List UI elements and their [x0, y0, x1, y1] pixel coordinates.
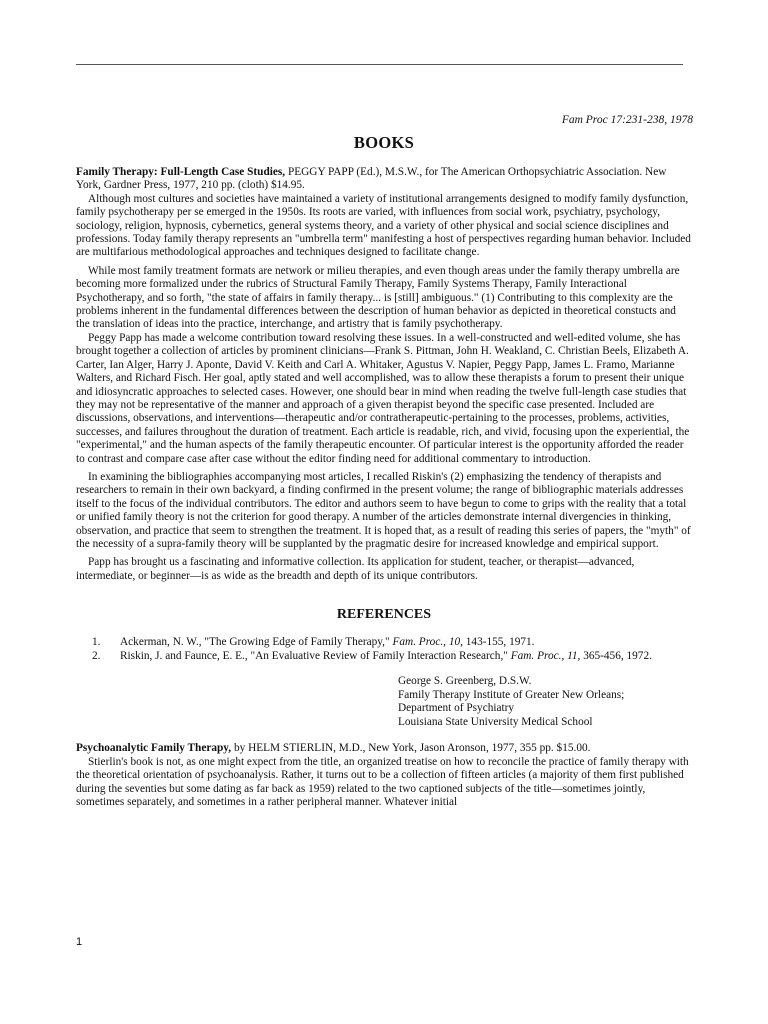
review-1-paragraph-3: Peggy Papp has made a welcome contribution toward resolving these issues. In a well-constructed and well-edited volume, she has brought together a collection of articles by prominent clinicians—Frank S. Pittman, John H. Weakland, C. Christian Beels, Elizabeth A. Carter, Ian Alger, Harry J. Aponte, David V. Keith and Carl A. Whitaker, Agustus V. Napier, Peggy Papp, James L. Framo, Marianne Walters, and Richard Fisch. Her goal, aptly stated and well accomplished, was to allow these therapists a forum to present their unique and idiosyncratic approaches to selected cases. However, one should bear in mind when reading the twelve full-length case studies that they may not be representative of the manner and approach of a given therapist beyond the specific case presented. Included are discussions, observations, and interventions—therapeutic and/or contratherapeutic-pertaining to the processes, problems, activities, successes, and failures throughout the duration of treatment. Each article is readable, rich, and vivid, focusing upon the experiential, the "experimental," and the human aspects of the family therapeutic encounter. Of particular interest is the opportunity afforded the reader to contrast and compare case after case without the editor finding need for additional commentary to introduction. — [76, 331, 690, 465]
review-1-paragraph-2: While most family treatment formats are network or milieu therapies, and even though areas under the family therapy umbrella are becoming more formalized under the rubrics of Structural Family Therapy, Family Systems Therapy, Family Interactional Psychotherapy, and so forth, "the state of affairs in family therapy... is [still] ambiguous." (1) Contributing to this complexity are the problems inherent in the fundamental differences between the description of human behavior as depicted in theoretical constucts and the translation of ideas into the practice, interchange, and artistry that is family psychotherapy. — [76, 264, 680, 331]
reference-text: Riskin, J. and Faunce, E. E., "An Evaluative Review of Family Interaction Research," — [120, 649, 511, 662]
references-list — [76, 636, 692, 663]
reference-item — [76, 650, 692, 663]
review-2-byline: by HELM STIERLIN, M.D., New York, Jason Aronson, 1977, 355 pp. $15.00. — [231, 742, 591, 755]
references-title: REFERENCES — [336, 607, 432, 623]
page-number: 1 — [76, 936, 83, 948]
review-2-book-title: Psychoanalytic Family Therapy, — [76, 742, 232, 755]
reference-number: 2. — [92, 649, 101, 662]
review-1-byline: PEGGY PAPP (Ed.), M.S.W., for The American Orthopsychiatric Association. New York, Gardner Press, 1977, 210 pp. (cloth) $14.95. — [76, 166, 667, 192]
reference-journal: Fam. Proc., 11, — [510, 649, 581, 662]
review-1-paragraph-1: Although most cultures and societies have maintained a variety of institutional arrangements designed to modify family dysfunction, family psychotherapy per se emerged in the 1950s. Its roots are varied, with influences from social work, psychiatry, psychology, sociology, religion, hypnosis, cybernetics, general systems theory, and a variety of other physical and social science disciplines and professions. Today family therapy represents an "umbrella term" manifesting a host of perspectives regarding human behavior. Included are multifarious methodological approaches and techniques designed to facilitate change. — [76, 192, 691, 259]
review-1-paragraph-5: Papp has brought us a fascinating and informative collection. Its application for student, teacher, or therapist—advanced, intermediate, or beginner—is as wide as the breadth and depth of its unique contributors. — [76, 556, 635, 582]
review-1-paragraph-4: In examining the bibliographies accompanying most articles, I recalled Riskin's (2) emphasizing the tendency of therapists and researchers to remain in their own backyard, a finding confirmed in the present volume; the range of bibliographic materials addresses itself to the focus of the individual contributors. The editor and authors seem to have begun to come to grips with the reality that a total or unified family theory is not the criterion for good therapy. A number of the articles demonstrate internal divergencies in thinking, observation, and practice that seem to strengthen the treatment. It is hoped that, as a result of reading this series of papers, the "myth" of the necessity of a supra-family theory will be supplanted by the pragmatic desire for increased knowledge and empirical support. — [76, 470, 691, 550]
page-body — [76, 133, 692, 809]
reviewer-school: Louisiana State University Medical School — [398, 715, 593, 728]
reviewer-affiliation: Family Therapy Institute of Greater New Orleans; — [398, 688, 625, 701]
reviewer-name: George S. Greenberg, D.S.W. — [398, 675, 532, 687]
section-title-books: BOOKS — [353, 133, 415, 152]
reference-item — [76, 636, 692, 649]
journal-citation: Fam Proc 17:231-238, 1978 — [561, 114, 693, 126]
reference-journal: Fam. Proc., 10, — [392, 636, 463, 649]
review-1-book-title: Family Therapy: Full-Length Case Studies, — [76, 166, 286, 178]
reference-text: Ackerman, N. W., "The Growing Edge of Family Therapy," — [120, 636, 393, 649]
reviewer-signature — [398, 675, 692, 729]
review-2-heading — [76, 742, 692, 755]
reference-pages: 365-456, 1972. — [580, 649, 652, 662]
reference-number: 1. — [92, 636, 101, 649]
top-rule — [76, 64, 683, 65]
reference-pages: 143-155, 1971. — [462, 636, 535, 649]
review-1-heading — [76, 166, 692, 193]
reviewer-department: Department of Psychiatry — [398, 702, 515, 715]
review-2-paragraph-1: Stierlin's book is not, as one might expect from the title, an organized treatise on how to reconcile the practice of family therapy with the theoretical orientation of psychoanalysis. Rather, it turns out to be a collection of fifteen articles (a majority of them first published during the seventies but some dating as far back as 1959) related to the two captioned subjects of the title—sometimes jointly, sometimes separately, and sometimes in a rather peripheral manner. Whatever initial — [76, 755, 689, 808]
